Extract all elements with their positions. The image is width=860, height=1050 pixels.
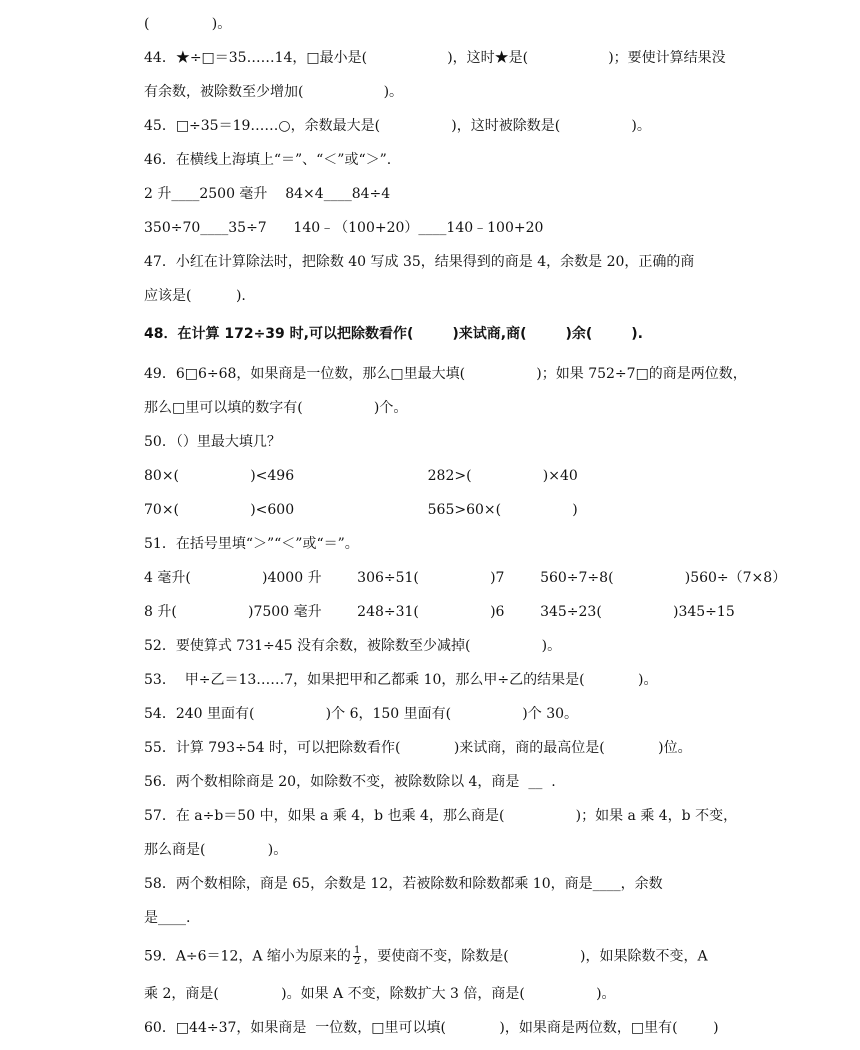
fraction-denominator: 2 xyxy=(353,956,361,967)
text-line: 乘 2，商是( )。如果 A 不变，除数扩大 3 倍，商是( )。 xyxy=(144,986,616,1002)
question-49: 49．6□6÷68，如果商是一位数，那么□里最大填( )；如果 752÷7□的商是两位数， xyxy=(144,366,747,382)
text-line: 有余数，被除数至少增加( )。 xyxy=(144,84,404,100)
question-52: 52．要使算式 731÷45 没有余数，被除数至少减掉( )。 xyxy=(144,638,562,654)
question-59 xyxy=(144,946,800,966)
question-53: 53． 甲÷乙＝13……7，如果把甲和乙都乘 10，那么甲÷乙的结果是( )。 xyxy=(144,672,658,688)
text-line: 70×( )<600 565>60×( ) xyxy=(144,502,578,518)
question-57: 57．在 a÷b＝50 中，如果 a 乘 4，b 也乘 4，那么商是( )；如果 a 乘 4，b 不变， xyxy=(144,808,738,824)
text-line: 应该是( ). xyxy=(144,288,246,304)
text-line: 那么商是( )。 xyxy=(144,842,288,858)
question-55: 55．计算 793÷54 时，可以把除数看作( )来试商，商的最高位是( )位。 xyxy=(144,740,692,756)
text-line: 那么□里可以填的数字有( )个。 xyxy=(144,400,408,416)
text-line: 80×( )<496 282>( )×40 xyxy=(144,468,578,484)
question-47: 47．小红在计算除法时，把除数 40 写成 35，结果得到的商是 4，余数是 20，正确的商 xyxy=(144,254,695,270)
question-54: 54．240 里面有( )个 6，150 里面有( )个 30。 xyxy=(144,706,579,722)
question-50: 50．（）里最大填几？ xyxy=(144,434,281,450)
question-56: 56．两个数相除商是 20，如除数不变，被除数除以 4，商是 __ . xyxy=(144,774,556,790)
text-line: ( )。 xyxy=(144,16,232,32)
question-46: 46．在横线上海填上“＝”、“＜”或“＞”. xyxy=(144,152,392,168)
question-60: 60．□44÷37，如果商是 一位数，□里可以填( )，如果商是两位数，□里有( ) xyxy=(144,1020,719,1036)
question-45: 45．□÷35＝19……○，余数最大是( )，这时被除数是( )。 xyxy=(144,118,651,134)
question-51: 51．在括号里填“＞”“＜”或“＝”。 xyxy=(144,536,359,552)
question-59-text: 59．A÷6＝12，A 缩小为原来的 xyxy=(144,948,351,965)
question-59-text-after: ，要使商不变，除数是( )，如果除数不变，A xyxy=(363,948,708,965)
question-48: 48．在计算 172÷39 时,可以把除数看作( )来试商,商( )余( ). xyxy=(144,326,643,342)
text-line: 是____. xyxy=(144,910,191,926)
fraction-numerator: 1 xyxy=(353,945,361,956)
fraction-one-half xyxy=(353,946,361,967)
text-line: 4 毫升( )4000 升 306÷51( )7 560÷7÷8( )560÷（7×8） xyxy=(144,570,787,586)
text-line: 8 升( )7500 毫升 248÷31( )6 345÷23( )345÷15 xyxy=(144,604,735,620)
question-44: 44．★÷□＝35……14，□最小是( )，这时★是( )；要使计算结果没 xyxy=(144,50,726,66)
text-line: 350÷70____35÷7 140﹣（100+20）____140﹣100+20 xyxy=(144,220,544,236)
text-line: 2 升____2500 毫升 84×4____84÷4 xyxy=(144,186,391,202)
question-58: 58．两个数相除，商是 65，余数是 12，若被除数和除数都乘 10，商是____，余数 xyxy=(144,876,663,892)
